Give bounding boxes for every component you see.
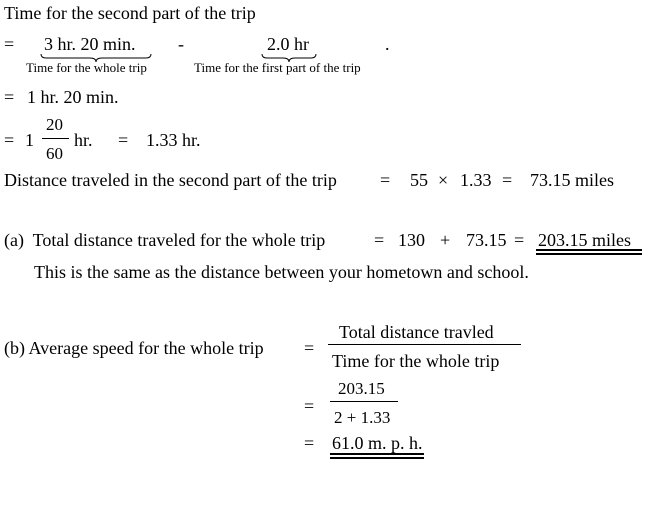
equals-sign: = [304,396,315,416]
speed-fraction-numerator: Total distance travled [339,322,494,342]
equals-sign: = [4,130,15,150]
speed-numerator-value: 203.15 [338,379,385,398]
answer-double-underline [536,249,642,255]
answer-double-underline [330,453,424,459]
whole-trip-caption: Time for the whole trip [26,60,147,75]
fraction-bar [330,401,398,402]
equals-sign: = [514,230,525,250]
equals-sign: = [380,170,391,190]
equals-sign: = [304,433,315,453]
equals-sign: = [118,130,129,150]
fraction-denominator: 60 [46,144,63,163]
part-b-label: (b) Average speed for the whole trip [4,338,264,358]
second-distance: 73.15 [466,230,507,250]
average-speed-result: 61.0 m. p. h. [332,433,423,453]
minus-sign: - [178,34,184,54]
first-distance: 130 [398,230,425,250]
equals-sign: = [304,338,315,358]
speed-fraction-denominator: Time for the whole trip [332,351,500,371]
equals-sign: = [4,34,15,54]
speed-denominator-value: 2 + 1.33 [334,408,391,427]
distance-result: 73.15 miles [530,170,614,190]
title: Time for the second part of the trip [4,3,256,23]
unit: hr. [74,130,93,150]
first-part-caption: Time for the first part of the trip [194,60,361,75]
whole-trip-time: 3 hr. 20 min. [44,34,136,54]
speed-value: 55 [410,170,428,190]
equals-sign: = [374,230,385,250]
whole-number: 1 [25,130,34,150]
equals-sign: = [502,170,513,190]
total-distance-result: 203.15 miles [538,230,631,250]
part-a-note: This is the same as the distance between your hometown and school. [34,262,529,282]
period: . [385,34,390,54]
time-decimal: 1.33 hr. [146,130,201,150]
part-a-label: (a) Total distance traveled for the whole trip [4,230,326,250]
plus-sign: + [440,230,451,250]
time-result: 1 hr. 20 min. [27,87,119,107]
time-value: 1.33 [460,170,492,190]
distance-label: Distance traveled in the second part of the trip [4,170,337,190]
times-sign: × [438,170,449,190]
fraction-bar [42,138,69,139]
first-part-time: 2.0 hr [267,34,309,54]
fraction-bar [328,344,521,345]
equals-sign: = [4,87,15,107]
fraction-numerator: 20 [46,115,63,134]
